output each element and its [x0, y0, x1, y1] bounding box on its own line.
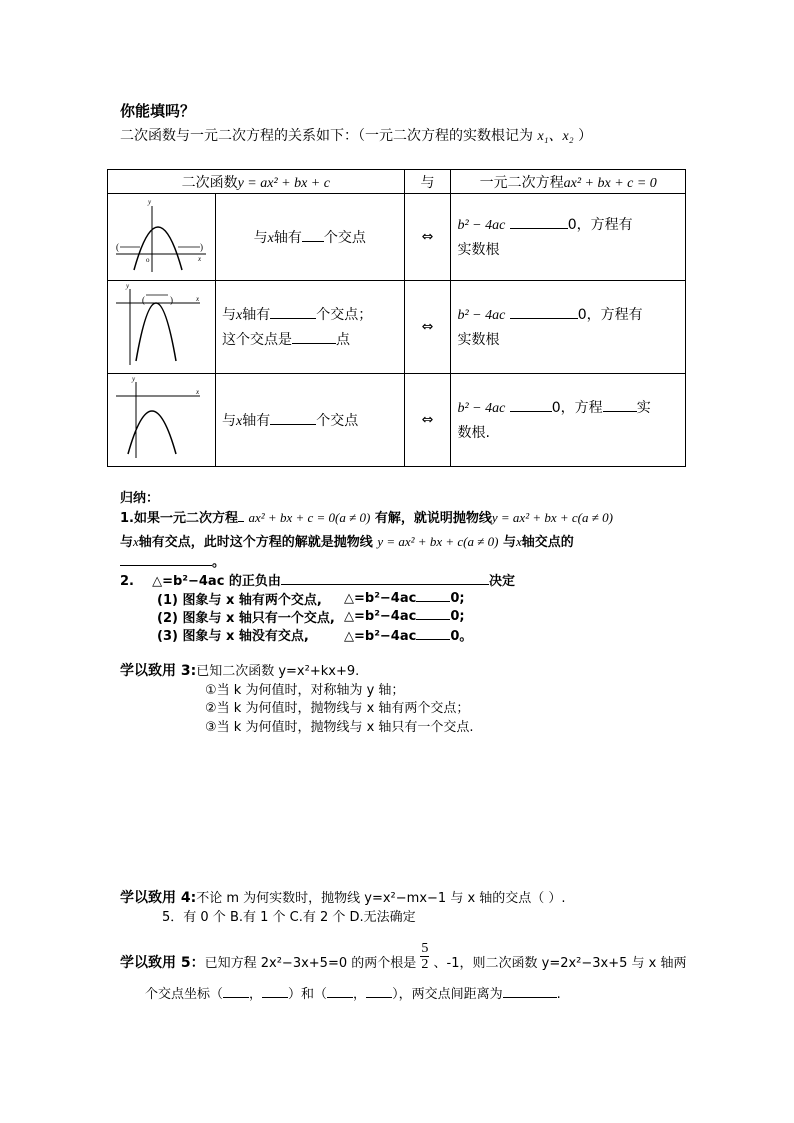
problem3-q1: ①当 k 为何值时，对称轴为 y 轴； — [205, 683, 405, 698]
problem4-statement: 学以致用 4:不论 m 为何实数时，抛物线 y=x²−mx−1 与 x 轴的交点（ ）. — [120, 890, 566, 906]
table-row — [108, 194, 686, 281]
table-row — [108, 281, 686, 374]
row2-discriminant: b² − 4ac 0，方程有 实数根 — [451, 281, 686, 374]
summary-sub1-right: △=b²−4ac 0; — [344, 591, 465, 606]
parabola-no-intersection-graph — [108, 374, 214, 462]
summary-item2: 2. △=b²−4ac 的正负由 决定 — [120, 574, 515, 589]
heading: 你能填吗？ — [120, 102, 196, 120]
parabola-tangent-graph — [108, 281, 214, 369]
svg-text:y: y — [132, 375, 136, 383]
summary-title: 归纳： — [120, 491, 160, 506]
summary-sub2-right: △=b²−4ac 0; — [344, 609, 465, 624]
blank[interactable] — [510, 306, 578, 319]
row1-intersections: 与x轴有 个交点 — [215, 194, 404, 281]
row3-discriminant: b² − 4ac 0，方程 实 数根. — [451, 374, 686, 467]
summary-sub3-right: △=b²−4ac 0。 — [344, 629, 473, 644]
blank[interactable] — [281, 572, 489, 585]
intro-text: 二次函数与一元二次方程的关系如下：（一元二次方程的实数根记为 — [120, 128, 533, 144]
summary-sub3: (3) 图象与 x 轴没有交点, — [157, 629, 309, 644]
problem5-line1: 学以致用 5：已知方程 2x²−3x+5=0 的两个根是 $\frac{5}{2}$ 、-1，则二次函数 y=2x²−3x+5 与 x 轴两 — [120, 941, 687, 972]
graph-one-root — [108, 281, 216, 374]
blank[interactable] — [510, 216, 568, 229]
fraction-five-halves: $\frac{5}{2}$ — [421, 941, 429, 972]
header-equation: 一元二次方程ax² + bx + c = 0 — [451, 170, 686, 194]
blank[interactable] — [416, 607, 450, 620]
blank[interactable] — [223, 985, 249, 998]
intro-close: ） — [578, 128, 593, 144]
header-function: 二次函数y = ax² + bx + c — [108, 170, 405, 194]
svg-text:(: ( — [116, 242, 119, 252]
equivalence-symbol: ⇔ — [404, 194, 451, 281]
graph-no-root — [108, 374, 216, 467]
problem5-line2: 个交点坐标（ ， ）和（ ， ），两交点间距离为 . — [145, 987, 561, 1002]
equivalence-symbol: ⇔ — [404, 281, 451, 374]
blank[interactable] — [510, 399, 552, 412]
summary-item1-line2: 与x轴有交点，此时这个方程的解就是抛物线 y = ax² + bx + c(a ≠ 0) 与x轴交点的 — [120, 534, 574, 550]
blank[interactable] — [270, 412, 316, 425]
summary-item1-line3: 。 — [120, 551, 225, 570]
summary-item1-line1: 1.如果一元二次方程 ax² + bx + c = 0(a ≠ 0) 有解，就说明抛物线y = ax² + bx + c(a ≠ 0) — [120, 510, 613, 526]
blank[interactable] — [416, 627, 450, 640]
svg-text:x: x — [198, 255, 202, 263]
blank[interactable] — [416, 589, 450, 602]
table-row — [108, 374, 686, 467]
svg-text:(: ( — [142, 295, 145, 305]
problem3-statement: 学以致用 3:已知二次函数 y=x²+kx+9. — [120, 663, 360, 679]
graph-two-roots — [108, 194, 216, 281]
blank[interactable] — [302, 229, 324, 242]
blank[interactable] — [120, 553, 212, 566]
blank[interactable] — [603, 399, 637, 412]
summary-sub2: (2) 图象与 x 轴只有一个交点, — [157, 611, 335, 626]
svg-text:o: o — [146, 256, 150, 264]
blank[interactable] — [366, 985, 392, 998]
row2-intersections: 与x轴有 个交点； 这个交点是 点 — [215, 281, 404, 374]
svg-text:): ) — [170, 295, 173, 305]
intro-line — [120, 125, 592, 145]
problem3-q3: ③当 k 为何值时，抛物线与 x 轴只有一个交点. — [205, 720, 474, 735]
blank[interactable] — [270, 306, 316, 319]
blank[interactable] — [327, 985, 353, 998]
svg-text:): ) — [200, 242, 203, 252]
row1-discriminant: b² − 4ac 0，方程有 实数根 — [451, 194, 686, 281]
blank[interactable] — [292, 331, 336, 344]
table-header-row — [108, 170, 686, 194]
summary-sub1: (1) 图象与 x 轴有两个交点, — [157, 593, 322, 608]
problem3-q2: ②当 k 为何值时，抛物线与 x 轴有两个交点； — [205, 701, 470, 716]
svg-text:x: x — [196, 295, 200, 303]
problem4-options: 5．有 0 个 B.有 1 个 C.有 2 个 D.无法确定 — [162, 910, 416, 925]
blank[interactable] — [503, 985, 557, 998]
svg-text:x: x — [196, 388, 200, 396]
svg-text:y: y — [148, 198, 152, 206]
row3-intersections: 与x轴有 个交点 — [215, 374, 404, 467]
equivalence-symbol: ⇔ — [404, 374, 451, 467]
parabola-two-intersections-graph — [108, 194, 214, 276]
intro-vars: x₁、x₂ — [537, 129, 574, 144]
relation-table — [107, 169, 686, 467]
header-with: 与 — [404, 170, 451, 194]
blank[interactable] — [262, 985, 288, 998]
svg-text:y: y — [126, 282, 130, 290]
